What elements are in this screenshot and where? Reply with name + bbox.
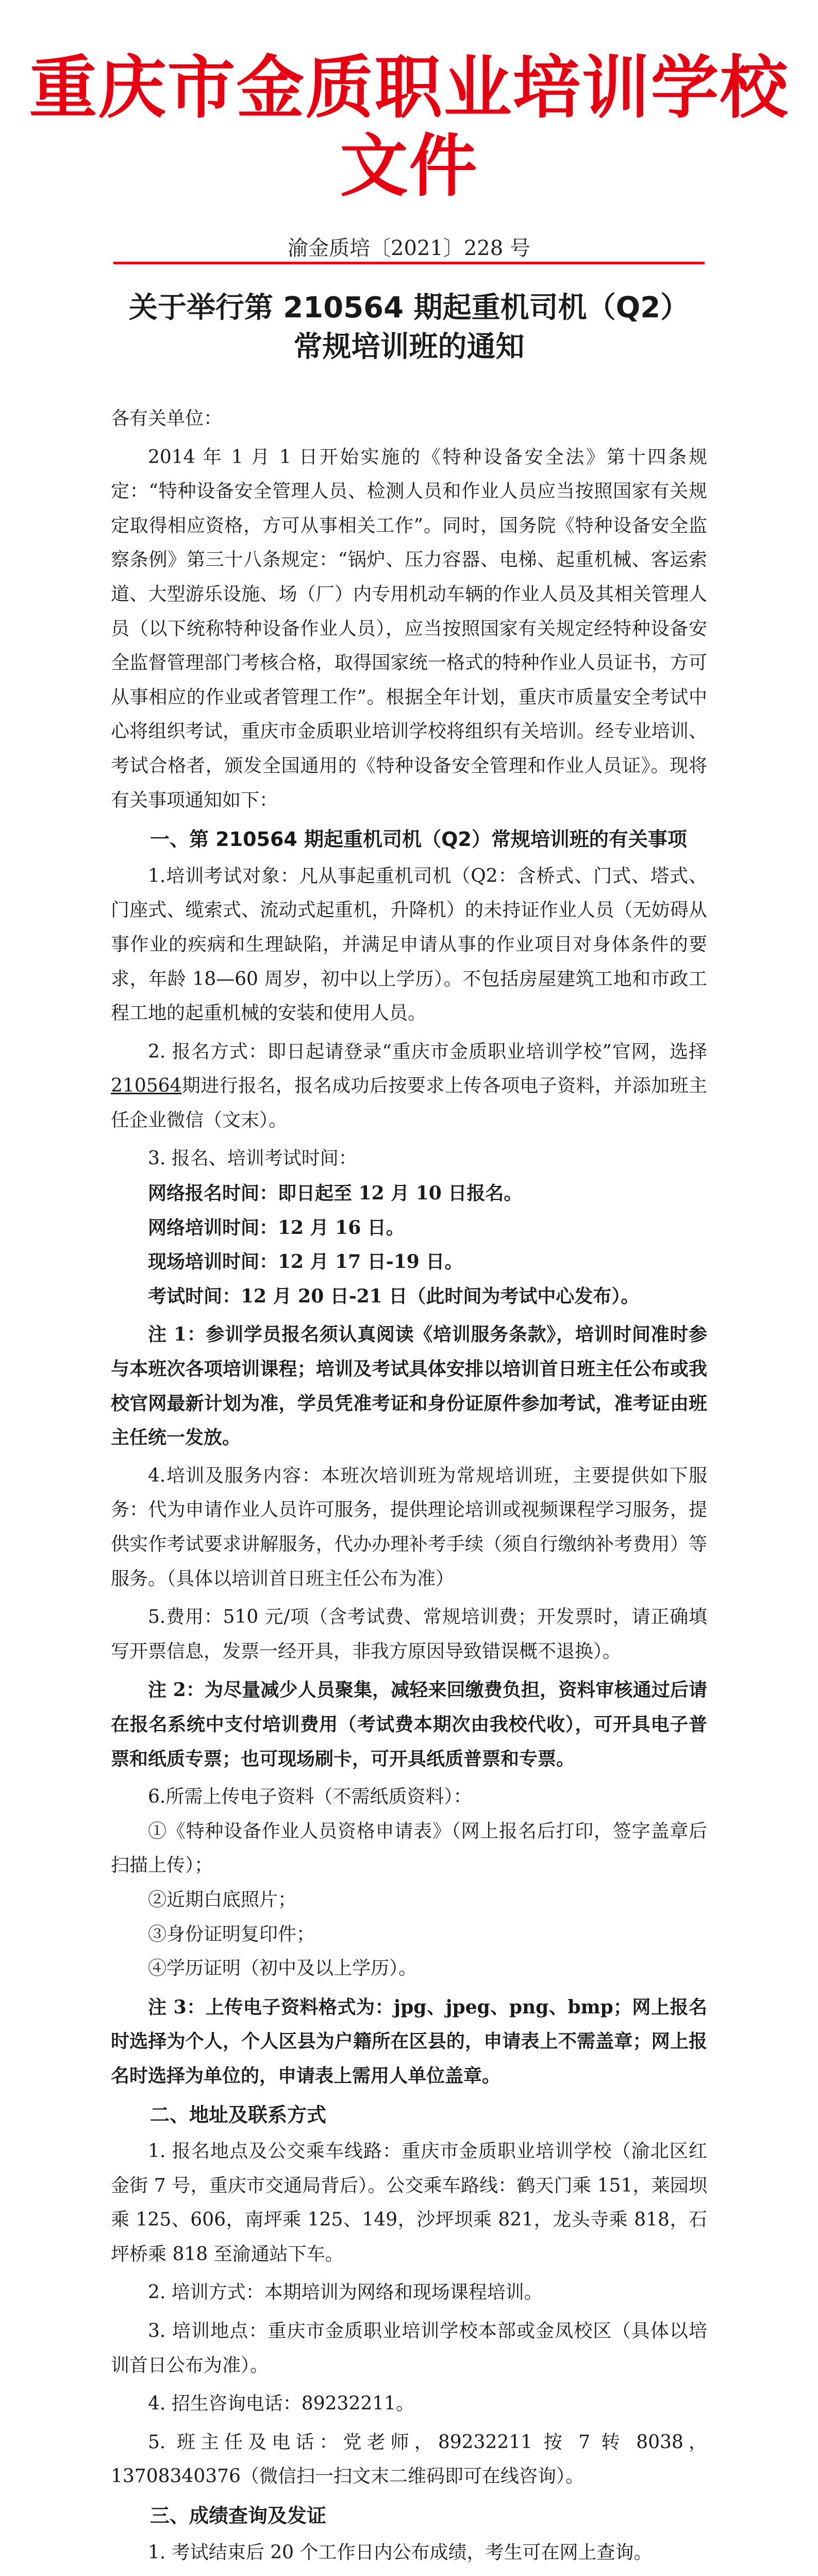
item-3-onsite-training: 现场培训时间：12 月 17 日-19 日。 bbox=[148, 1251, 463, 1273]
class-link[interactable]: 210564 bbox=[111, 1075, 182, 1097]
item-6-d: ④学历证明（初中及以上学历）。 bbox=[148, 1958, 418, 1979]
contact-4: 4. 招生咨询电话：89232211。 bbox=[148, 2393, 415, 2415]
contact-5: 5. 班主任及电话：党老师，89232211 按 7 转 8038，13708340376（微信扫一扫文末二维码即可在线咨询）。 bbox=[111, 2431, 707, 2487]
masthead-title: 重庆市金质职业培训学校文件 bbox=[29, 48, 789, 206]
note-2: 注 2：为尽量减少人员聚集，减轻来回缴费负担，资料审核通过后请在报名系统中支付培训费用（考试费本期次由我校代收），可开具电子普票和纸质专票；也可现场刷卡，可开具纸质普票和专票。 bbox=[111, 1679, 707, 1770]
item-2 bbox=[111, 1035, 707, 1138]
item-2-pre: 2. 报名方式：即日起请登录“重庆市金质职业培训学校”官网，选择 bbox=[148, 1041, 707, 1062]
item-3-online-signup: 网络报名时间：即日起至 12 月 10 日报名。 bbox=[148, 1182, 523, 1205]
note-3: 注 3：上传电子资料格式为：jpg、jpeg、png、bmp；网上报名时选择为个人，个人区县为户籍所在区县的，申请表上不需盖章；网上报名时选择为单位的，申请表上需用人单位盖章。 bbox=[111, 1996, 707, 2087]
item-3-exam-time: 考试时间：12 月 20 日-21 日（此时间为考试中心发布）。 bbox=[148, 1285, 640, 1307]
item-3: 3. 报名、培训考试时间： bbox=[148, 1148, 357, 1170]
item-3-online-training: 网络培训时间：12 月 16 日。 bbox=[148, 1216, 405, 1239]
section-heading-1: 一、第 210564 期起重机司机（Q2）常规培训班的有关事项 bbox=[150, 828, 687, 851]
title-line-1: 关于举行第 210564 期起重机司机（Q2） bbox=[128, 291, 690, 325]
item-6: 6.所需上传电子资料（不需纸质资料）： bbox=[148, 1786, 472, 1808]
result-2 bbox=[111, 2574, 707, 2576]
note-1: 注 1：参训学员报名须认真阅读《培训服务条款》，培训时间准时参与本班次各项培训课程；培训及考试具体安排以培训首日班主任公布或我校官网最新计划为准，学员凭准考证和身份证原件参加考试，准考证由班主任统一发放。 bbox=[111, 1324, 707, 1449]
contact-1: 1. 报名地点及公交乘车线路：重庆市金质职业培训学校（渝北区红金街 7 号，重庆市交通局背后）。公交乘车路线：鹤天门乘 151，莱园坝乘 125、606，南坪乘 125、149，沙坪坝乘 821，龙头寺乘 818，石坪桥乘 818 至渝通站下车。 bbox=[111, 2141, 707, 2265]
notice-body bbox=[111, 402, 707, 2576]
item-1: 1.培训考试对象：凡从事起重机司机（Q2：含桥式、门式、塔式、门座式、缆索式、流动式起重机，升降机）的未持证作业人员（无妨碍从事作业的疾病和生理缺陷，并满足申请从事的作业项目对身体条件的要求，年龄 18—60 周岁，初中以上学历）。不包括房屋建筑工地和市政工程工地的起重机械的安装和使用人员。 bbox=[111, 865, 707, 1024]
title-line-2: 常规培训班的通知 bbox=[293, 330, 525, 364]
item-4: 4.培训及服务内容：本班次培训班为常规培训班，主要提供如下服务：代为申请作业人员许可服务，提供理论培训或视频课程学习服务，提供实作考试要求讲解服务，代办办理补考手续（须自行缴纳补考费用）等服务。（具体以培训首日班主任公布为准） bbox=[111, 1465, 707, 1589]
item-6-a: ①《特种设备作业人员资格申请表》（网上报名后打印，签字盖章后扫描上传）； bbox=[111, 1820, 707, 1876]
red-divider bbox=[113, 262, 705, 264]
document-number: 渝金质培〔2021〕228 号 bbox=[288, 236, 530, 260]
item-6-b: ②近期白底照片； bbox=[148, 1889, 297, 1910]
item-5: 5.费用：510 元/项（含考试费、常规培训费；开发票时，请正确填写开票信息，发票一经开具，非我方原因导致错误概不退换）。 bbox=[111, 1606, 707, 1662]
result-1: 1. 考试结束后 20 个工作日内公布成绩，考生可在网上查询。 bbox=[148, 2541, 653, 2563]
notice-title bbox=[0, 289, 818, 366]
intro-paragraph: 2014 年 1 月 1 日开始实施的《特种设备安全法》第十四条规定：“特种设备安全管理人员、检测人员和作业人员应当按照国家有关规定取得相应资格，方可从事相关工作”。同时，国务院《特种设备安全监察条例》第三十八条规定：“锅炉、压力容器、电梯、起重机械、客运索道、大型游乐设施、场（厂）内专用机动车辆的作业人员及其相关管理人员（以下统称特种设备作业人员），应当按照国家有关规定经特种设备安全监督管理部门考核合格，取得国家统一格式的特种作业人员证书，方可从事相应的作业或者管理工作”。根据全年计划，重庆市质量安全考试中心将组织考试，重庆市金质职业培训学校将组织有关培训。经专业培训、考试合格者，颁发全国通用的《特种设备安全管理和作业人员证》。现将有关事项通知如下： bbox=[111, 446, 707, 811]
contact-3: 3. 培训地点：重庆市金质职业培训学校本部或金凤校区（具体以培训首日公布为准）。 bbox=[111, 2320, 707, 2376]
section-heading-2: 二、地址及联系方式 bbox=[150, 2103, 327, 2126]
salutation: 各有关单位： bbox=[111, 408, 223, 429]
contact-2: 2. 培训方式：本期培训为网络和现场课程培训。 bbox=[148, 2282, 543, 2303]
section-heading-3: 三、成绩查询及发证 bbox=[150, 2504, 327, 2528]
item-2-post: 期进行报名，报名成功后按要求上传各项电子资料，并添加班主任企业微信（文末）。 bbox=[111, 1075, 707, 1131]
item-6-c: ③身份证明复印件； bbox=[148, 1923, 315, 1945]
